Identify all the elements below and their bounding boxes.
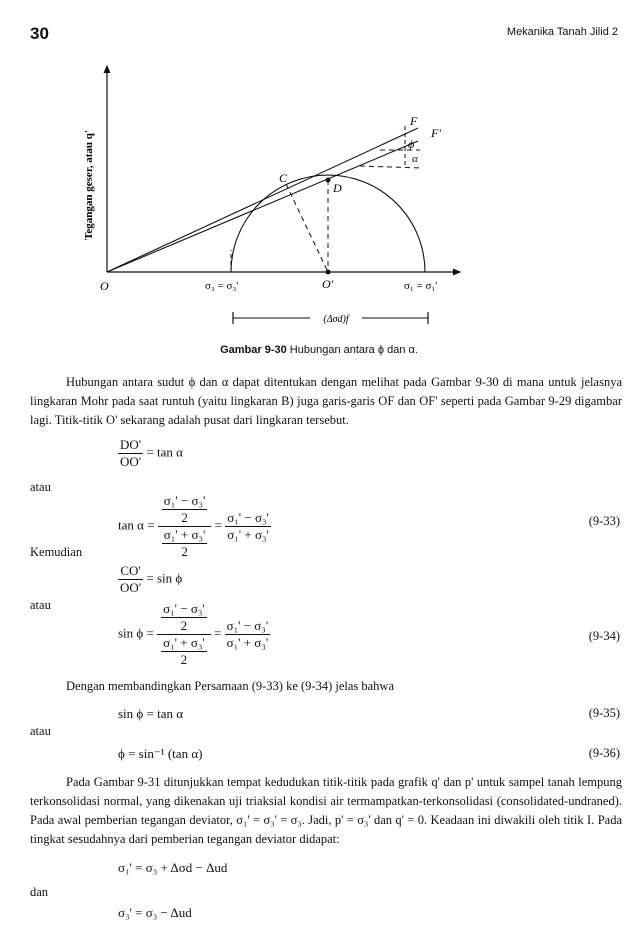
eq-c-rhs: = sin ϕ xyxy=(146,570,183,586)
eqno-933: (9-33) xyxy=(588,514,620,528)
eq-a-rhs: = tan α xyxy=(146,444,183,460)
eq-d-two1: 2 xyxy=(180,618,188,633)
equation-935: sin ϕ = tan α xyxy=(118,706,184,721)
eq-b-two2: 2 xyxy=(181,544,188,559)
equation-h: σ₃' = σ₃ − Δud xyxy=(118,905,192,920)
eq-c-den: OO' xyxy=(120,580,142,595)
eq-d-equals: = xyxy=(213,625,222,641)
eq-c-fraction xyxy=(118,563,143,596)
eq-b-top xyxy=(158,493,212,527)
line-of xyxy=(107,128,418,272)
kemudian: Kemudian xyxy=(30,545,83,559)
eq-a-den: OO' xyxy=(120,454,142,469)
atau-3: atau xyxy=(30,724,51,738)
equation-936: ϕ = sin⁻¹ (tan α) xyxy=(118,746,203,761)
equation-933 xyxy=(118,493,271,560)
label-sigma1: σ₁ = σ₁' xyxy=(404,280,438,292)
label-f-prime: F' xyxy=(431,126,441,140)
label-d: D xyxy=(333,181,342,195)
eq-a-num: DO' xyxy=(120,437,142,452)
paragraph-1-text: Hubungan antara sudut ϕ dan α dapat ditentukan dengan melihat pada Gambar 9-30 di mana untuk jelasnya lingkaran Mohr pada saat runtuh (yaitu lingkaran B) juga garis-garis OF dan OF' seperti pada Gambar 9-29 digambar lagi. Titik-titik O' sekarang adalah pusat dari lingkaran tersebut. xyxy=(30,375,622,427)
eq-d-bottom xyxy=(157,635,211,668)
eq-b-rhs-num: σ₁' − σ₃' xyxy=(227,510,269,525)
eq-b-equals: = xyxy=(214,517,222,533)
line-co xyxy=(286,184,328,272)
y-axis-label: Tegangan geser, atau q' xyxy=(83,130,95,240)
eq-d-d: σ₁' + σ₃' xyxy=(163,635,205,650)
eq-d-n: σ₁' − σ₃' xyxy=(163,601,205,616)
label-alpha: α xyxy=(412,153,418,165)
eqno-936: (9-36) xyxy=(588,746,620,760)
eq-b-d: σ₁' + σ₃' xyxy=(163,527,206,542)
caption-label: Gambar 9-30 xyxy=(220,344,287,356)
figure-9-30 xyxy=(0,0,638,340)
eq-b-lhs: tan α = xyxy=(118,517,155,533)
label-origin: O xyxy=(100,279,109,293)
equation-a xyxy=(118,437,183,470)
label-c: C xyxy=(279,171,288,185)
eq-d-big-fraction xyxy=(157,601,211,668)
equation-g: σ₁' = σ₃ + Δσd − Δud xyxy=(118,860,228,875)
eq-d-lhs: sin ϕ = xyxy=(118,625,154,641)
point-d-dot xyxy=(326,178,331,183)
eq-b-n: σ₁' − σ₃' xyxy=(163,493,206,508)
label-f: F xyxy=(410,114,418,128)
eq-d-rhs-den: σ₁' + σ₃' xyxy=(226,635,269,650)
eq-a-fraction xyxy=(118,437,143,470)
eq-b-two1: 2 xyxy=(181,510,188,525)
paragraph-1 xyxy=(30,373,622,430)
caption-text: Hubungan antara ϕ dan α. xyxy=(286,344,418,356)
page-number: 30 xyxy=(30,24,49,43)
label-sigma3: σ₃ = σ₃' xyxy=(205,280,239,292)
eq-b-bottom xyxy=(158,527,212,560)
eq-d-rhs-fraction xyxy=(225,618,271,651)
paragraph-3-text: Pada Gambar 9-31 ditunjukkan tempat kedudukan titik-titik pada grafik q' dan p' untuk sampel tanah lempung terkonsolidasi normal, yang dikenakan uji triaksial kondisi air termampatkan-terkonsolidasi (consolidated-undraned). Pada awal pemberian tegangan deviator, σ₁' = σ₃' = σ₃. Jadi, p' = σ₃' dan q' = 0. Keadaan ini diwakili oleh titik I. Pada tingkat sesudahnya dari pemberian tegangan deviator didapat: xyxy=(30,775,622,846)
eq-c-num: CO' xyxy=(118,563,143,580)
eq-b-rhs-den: σ₁' + σ₃' xyxy=(227,527,269,542)
equation-934 xyxy=(118,601,270,668)
paragraph-3 xyxy=(30,773,622,849)
running-head: Mekanika Tanah Jilid 2 xyxy=(506,26,618,38)
line-of-prime xyxy=(107,141,418,272)
label-o-prime: O' xyxy=(322,277,334,291)
eq-d-rhs-num: σ₁' − σ₃' xyxy=(226,618,269,633)
paragraph-2-text: Dengan membandingkan Persamaan (9-33) ke (9-34) jelas bahwa xyxy=(66,679,395,693)
equation-c xyxy=(118,563,182,596)
figure-caption xyxy=(0,344,638,356)
atau-2: atau xyxy=(30,598,51,612)
label-dimension: (Δσd)f xyxy=(323,314,349,325)
eqno-935: (9-35) xyxy=(588,706,620,720)
dash-h2 xyxy=(360,166,422,168)
label-phi: ϕ xyxy=(408,137,415,151)
eq-d-two2: 2 xyxy=(180,652,188,667)
eq-d-top xyxy=(157,601,211,635)
dan-label: dan xyxy=(30,885,49,899)
eq-b-big-fraction xyxy=(158,493,212,560)
paragraph-2 xyxy=(30,677,622,696)
point-o-prime-dot xyxy=(326,270,331,275)
eq-b-rhs-fraction xyxy=(225,510,271,543)
eqno-934: (9-34) xyxy=(588,629,620,643)
atau-1: atau xyxy=(30,480,51,494)
